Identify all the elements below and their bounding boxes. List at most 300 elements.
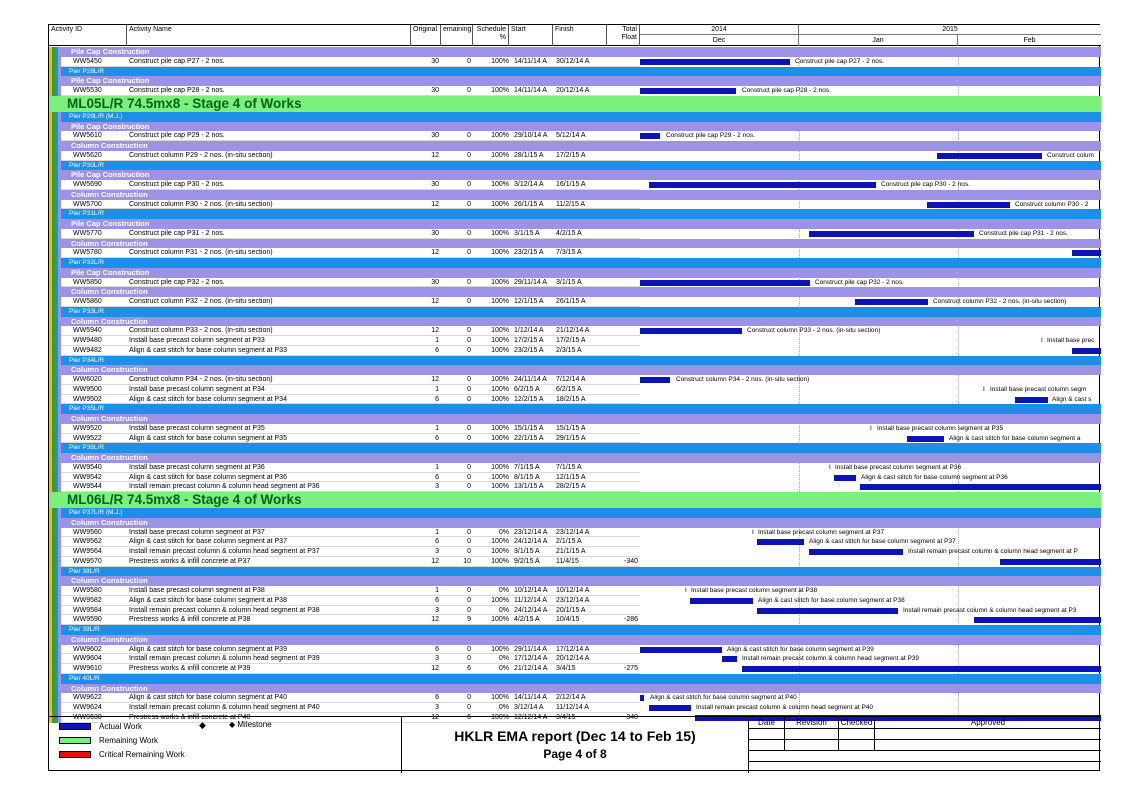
- finish-date: 15/1/15 A: [556, 424, 586, 432]
- actual-work-bar[interactable]: [722, 656, 737, 662]
- remaining-duration: 0: [467, 249, 471, 257]
- activity-id: WW9582: [73, 596, 102, 604]
- level-bar: [49, 463, 62, 473]
- schedule-pct: 100%: [491, 645, 509, 653]
- schedule-pct: 100%: [491, 596, 509, 604]
- bar-label: Construct column P34 - 2 nos. (in-situ section): [676, 376, 810, 383]
- activity-row[interactable]: [49, 596, 1101, 606]
- activity-row[interactable]: [49, 557, 1101, 567]
- schedule-pct: 100%: [491, 337, 509, 344]
- legend-remaining-label: Remaining Work: [99, 736, 158, 745]
- activity-row[interactable]: [49, 645, 1101, 655]
- activity-row[interactable]: [49, 606, 1101, 616]
- remaining-duration: 0: [467, 298, 471, 305]
- actual-work-bar[interactable]: [640, 377, 670, 383]
- activity-row[interactable]: [49, 547, 1101, 557]
- activity-row[interactable]: [49, 180, 1101, 190]
- work-group-header[interactable]: [49, 684, 1101, 694]
- finish-date: 11/4/15: [556, 557, 579, 565]
- activity-name: Construct column P30 - 2 nos. (in-situ section): [129, 200, 273, 208]
- level-bar: [49, 151, 62, 161]
- work-group-header[interactable]: [49, 518, 1101, 528]
- actual-work-bar[interactable]: [937, 153, 1042, 159]
- finish-date: 10/4/15: [556, 616, 580, 624]
- level-bar: [49, 654, 62, 664]
- start-date: 29/10/14 A: [514, 132, 548, 140]
- schedule-pct: 0%: [498, 606, 509, 614]
- activity-id: WW5780: [73, 249, 102, 257]
- bar-label: Install base prec: [1047, 337, 1095, 344]
- original-duration: 1: [435, 528, 439, 536]
- actual-work-bar[interactable]: [742, 666, 1101, 672]
- legend-milestone: [229, 720, 272, 730]
- start-date: 12/1/15 A: [514, 298, 544, 305]
- activity-row[interactable]: [49, 693, 1101, 703]
- work-group-header[interactable]: [49, 317, 1101, 327]
- schedule-pct: 100%: [491, 463, 509, 471]
- activity-name: Align & cast stitch for base column segment at P40: [129, 694, 287, 702]
- group-title: Pier P30L/R: [69, 161, 105, 169]
- activity-row[interactable]: [49, 326, 1101, 336]
- group-title: Pier P28L/R: [69, 67, 105, 75]
- activity-row[interactable]: [49, 297, 1101, 307]
- group-title: Column Construction: [71, 365, 148, 375]
- total-float: -275: [623, 665, 638, 672]
- level-bar: [49, 131, 62, 141]
- level-bar: [49, 528, 62, 538]
- level-bar: [49, 518, 62, 528]
- bar-label: Construct pile cap P29 - 2 nos.: [666, 132, 755, 140]
- original-duration: 1: [435, 337, 439, 344]
- finish-date: 3/1/15 A: [556, 278, 582, 286]
- activity-id: WW9522: [73, 434, 102, 442]
- activity-row[interactable]: [49, 664, 1101, 674]
- bar-label: Install remain precast column & column head segment at P39: [742, 655, 920, 663]
- rev-checked-header: Checked: [839, 717, 875, 729]
- bar-label: Construct pile cap P32 - 2 nos.: [815, 278, 904, 286]
- timescale: [640, 25, 1101, 46]
- actual-work-bar[interactable]: [640, 695, 644, 701]
- wbs-heading-title: ML05L/R 74.5mx8 - Stage 4 of Works: [67, 95, 302, 111]
- level-bar: [49, 693, 62, 703]
- finish-date: 3/4/15: [556, 665, 576, 672]
- original-duration: 12: [431, 616, 439, 624]
- year-2015: 2015: [799, 25, 1101, 35]
- activity-id: WW9630: [73, 713, 102, 721]
- work-group-header[interactable]: [49, 76, 1101, 86]
- actual-work-bar[interactable]: [649, 182, 876, 188]
- remaining-duration: 0: [467, 548, 471, 555]
- total-float: -340: [623, 713, 638, 721]
- level-bar: [49, 576, 62, 586]
- pier-group-header[interactable]: [49, 209, 1101, 219]
- activity-row[interactable]: [49, 278, 1101, 288]
- original-duration: 6: [435, 434, 439, 442]
- pier-group-header[interactable]: [49, 404, 1101, 414]
- actual-work-bar[interactable]: [907, 436, 944, 442]
- actual-work-bar[interactable]: [809, 549, 903, 555]
- actual-work-bar[interactable]: [1072, 250, 1101, 256]
- actual-work-bar[interactable]: [974, 617, 1101, 623]
- group-title: Pier P29L/R (M.J.): [69, 112, 123, 120]
- work-group-header[interactable]: [49, 414, 1101, 424]
- activity-row[interactable]: [49, 654, 1101, 664]
- activity-rows: [49, 47, 1101, 721]
- work-group-header[interactable]: [49, 141, 1101, 151]
- original-duration: 30: [431, 57, 439, 65]
- remaining-duration: 0: [467, 87, 471, 94]
- finish-date: 20/12/14 A: [556, 655, 590, 663]
- work-group-header[interactable]: [49, 219, 1101, 229]
- remaining-duration: 0: [467, 278, 471, 286]
- activity-row[interactable]: [49, 615, 1101, 625]
- start-date: 8/1/15 A: [514, 473, 540, 481]
- pier-group-header[interactable]: [49, 161, 1101, 171]
- level-bar: [49, 141, 62, 151]
- activity-name: Install base precast column segment at P38: [129, 587, 265, 594]
- finish-date: 21/1/15 A: [556, 548, 586, 555]
- header-activity-id[interactable]: Activity ID: [49, 25, 127, 46]
- bar-label: Construct column P30 - 2: [1015, 200, 1089, 208]
- actual-work-bar[interactable]: [757, 608, 898, 614]
- schedule-pct: 100%: [491, 557, 509, 565]
- level-bar: [49, 586, 62, 596]
- year-2014: 2014: [640, 25, 799, 35]
- header-finish[interactable]: Finish: [553, 25, 607, 46]
- finish-date: 2/3/15 A: [556, 346, 582, 354]
- start-date: 29/11/14 A: [514, 645, 547, 653]
- activity-name: Align & cast stitch for base column segment at P38: [129, 596, 287, 604]
- start-tick-icon: I: [1041, 337, 1043, 344]
- diamond-icon: ◆: [199, 720, 206, 730]
- work-group-header[interactable]: [49, 47, 1101, 57]
- header-total-float[interactable]: [607, 25, 640, 46]
- remaining-duration: 0: [467, 151, 471, 159]
- start-date: 14/11/14 A: [514, 694, 547, 702]
- actual-work-bar[interactable]: [690, 598, 753, 604]
- activity-row[interactable]: [49, 424, 1101, 434]
- activity-name: Install base precast column segment at P34: [129, 385, 265, 393]
- actual-work-bar[interactable]: [860, 484, 1101, 490]
- level-bar: [49, 365, 62, 375]
- actual-work-bar[interactable]: [649, 705, 691, 711]
- remaining-duration: 10: [463, 557, 471, 565]
- group-title: Pier P36L/R: [69, 444, 105, 452]
- activity-id: WW9500: [73, 385, 102, 393]
- work-group-header[interactable]: [49, 635, 1101, 645]
- bar-label: Install base precast column segm: [990, 385, 1087, 393]
- rev-cell: [749, 729, 785, 740]
- level-bar: [49, 567, 62, 577]
- activity-row[interactable]: [49, 528, 1101, 538]
- finish-date: 4/2/15 A: [556, 229, 582, 237]
- group-title: Pier P35L/R: [69, 405, 105, 413]
- work-group-header[interactable]: [49, 170, 1101, 180]
- remaining-duration: 0: [467, 473, 471, 481]
- actual-work-bar[interactable]: [757, 539, 804, 545]
- schedule-pct: 100%: [491, 385, 509, 393]
- original-duration: 1: [435, 587, 439, 594]
- activity-id: WW9610: [73, 665, 102, 672]
- pier-group-header[interactable]: [49, 356, 1101, 366]
- bar-label: Install base precast column segment at P35: [877, 424, 1004, 432]
- bar-label: Align & cast stitch for base column segment at P38: [758, 596, 905, 604]
- column-header: [49, 25, 1101, 46]
- schedule-pct: 0%: [498, 655, 509, 663]
- group-title: Column Construction: [71, 316, 148, 326]
- schedule-pct: 100%: [491, 87, 509, 94]
- remaining-duration: 0: [467, 704, 471, 711]
- level-bar: [49, 537, 62, 547]
- activity-id: WW9624: [73, 704, 102, 711]
- start-date: 29/11/14 A: [514, 278, 547, 286]
- level-bar: [49, 278, 62, 288]
- activity-row[interactable]: [49, 336, 1101, 346]
- activity-row[interactable]: [49, 57, 1101, 67]
- finish-date: 12/1/15 A: [556, 473, 586, 481]
- remaining-duration: 0: [467, 200, 471, 208]
- level-bar: [49, 385, 62, 395]
- group-title: Pier 40L/R: [69, 674, 100, 682]
- finish-date: 23/12/14 A: [556, 596, 590, 604]
- rev-cell: [749, 740, 785, 751]
- remaining-duration: 0: [467, 655, 471, 663]
- schedule-pct: 0%: [498, 528, 509, 536]
- header-remaining-duration[interactable]: emaining: [441, 25, 473, 46]
- start-tick-icon: I: [870, 424, 872, 432]
- start-date: 26/1/15 A: [514, 200, 544, 208]
- legend-critical-swatch: [59, 751, 91, 758]
- original-duration: 6: [435, 473, 439, 481]
- pier-group-header[interactable]: [49, 625, 1101, 635]
- actual-work-bar[interactable]: [640, 328, 742, 334]
- level-bar: [49, 180, 62, 190]
- work-group-header[interactable]: [49, 365, 1101, 375]
- finish-date: 28/2/15 A: [556, 483, 586, 491]
- pier-group-header[interactable]: [49, 307, 1101, 317]
- work-group-header[interactable]: [49, 453, 1101, 463]
- activity-name: Construct pile cap P27 - 2 nos.: [129, 57, 225, 65]
- legend-actual-label: Actual Work: [99, 722, 142, 731]
- activity-row[interactable]: [49, 586, 1101, 596]
- actual-work-bar[interactable]: [1015, 397, 1048, 403]
- activity-row[interactable]: [49, 346, 1101, 356]
- start-date: 7/1/15 A: [514, 463, 540, 471]
- schedule-pct: 100%: [491, 548, 509, 555]
- original-duration: 3: [435, 606, 439, 614]
- activity-row[interactable]: [49, 151, 1101, 161]
- level-bar: [49, 703, 62, 713]
- activity-row[interactable]: [49, 131, 1101, 141]
- finish-date: 5/12/14 A: [556, 132, 586, 140]
- level-bar: [49, 684, 62, 694]
- schedule-pct: 100%: [491, 229, 509, 237]
- original-duration: 12: [431, 665, 439, 672]
- finish-date: 16/1/15 A: [556, 181, 586, 188]
- schedule-pct: 100%: [491, 616, 509, 624]
- original-duration: 12: [431, 327, 439, 335]
- activity-row[interactable]: [49, 482, 1101, 492]
- activity-row[interactable]: [49, 86, 1101, 96]
- remaining-duration: 0: [467, 385, 471, 393]
- activity-row[interactable]: [49, 537, 1101, 547]
- remaining-duration: 0: [467, 57, 471, 65]
- original-duration: 6: [435, 694, 439, 702]
- pier-group-header[interactable]: [49, 112, 1101, 122]
- level-bar: [49, 219, 62, 229]
- activity-row[interactable]: [49, 385, 1101, 395]
- start-date: 24/11/14 A: [514, 376, 547, 383]
- original-duration: 6: [435, 538, 439, 546]
- start-date: 1/12/14 A: [514, 327, 544, 335]
- actual-work-bar[interactable]: [1072, 348, 1101, 354]
- level-bar: [49, 112, 62, 122]
- start-date: 12/12/14 A: [514, 713, 548, 721]
- activity-id: WW9590: [73, 616, 102, 624]
- activity-row[interactable]: [49, 395, 1101, 405]
- remaining-duration: 0: [467, 528, 471, 536]
- group-title: Pier P34L/R: [69, 356, 105, 364]
- schedule-pct: 100%: [491, 181, 509, 188]
- pier-group-header[interactable]: [49, 567, 1101, 577]
- finish-date: 7/12/14 A: [556, 376, 586, 383]
- activity-id: WW9544: [73, 483, 102, 491]
- original-duration: 6: [435, 395, 439, 403]
- actual-work-bar[interactable]: [855, 299, 928, 305]
- pier-group-header[interactable]: [49, 508, 1101, 518]
- activity-row[interactable]: [49, 473, 1101, 483]
- pier-group-header[interactable]: [49, 258, 1101, 268]
- level-bar: [49, 161, 62, 171]
- level-bar: [49, 635, 62, 645]
- group-title: Pier 39L/R: [69, 626, 100, 633]
- actual-work-bar[interactable]: [640, 88, 736, 94]
- remaining-duration: 0: [467, 463, 471, 471]
- original-duration: 30: [431, 87, 439, 94]
- schedule-pct: 100%: [491, 151, 509, 159]
- actual-work-bar[interactable]: [640, 59, 790, 65]
- actual-work-bar[interactable]: [640, 647, 722, 653]
- finish-date: 17/2/15 A: [556, 337, 586, 344]
- actual-work-bar[interactable]: [640, 280, 810, 286]
- activity-row[interactable]: [49, 463, 1101, 473]
- legend-critical-label: Critical Remaining Work: [99, 750, 185, 759]
- activity-id: WW9580: [73, 587, 102, 594]
- work-group-header[interactable]: [49, 576, 1101, 586]
- level-bar: [49, 57, 62, 67]
- actual-work-bar[interactable]: [1000, 559, 1101, 565]
- group-title: Pile Cap Construction: [71, 76, 150, 86]
- schedule-pct: 100%: [491, 694, 509, 702]
- activity-row[interactable]: [49, 434, 1101, 444]
- activity-id: WW5860: [73, 298, 102, 305]
- work-group-header[interactable]: [49, 122, 1101, 132]
- level-bar: [49, 424, 62, 434]
- activity-name: Install remain precast column & column head segment at P36: [129, 483, 320, 491]
- bar-label: Construct colum: [1047, 151, 1094, 159]
- level-bar: [49, 508, 62, 518]
- schedule-pct: 100%: [491, 434, 509, 442]
- work-group-header[interactable]: [49, 287, 1101, 297]
- activity-name: Construct pile cap P30 - 2 nos.: [129, 181, 225, 188]
- bar-label: Construct column P33 - 2 nos. (in-situ section): [747, 327, 881, 335]
- finish-date: 21/12/14 A: [556, 327, 590, 335]
- activity-id: WW5850: [73, 278, 102, 286]
- actual-work-bar[interactable]: [809, 231, 974, 237]
- level-bar: [49, 200, 62, 210]
- activity-name: Construct column P31 - 2 nos. (in-situ section): [129, 249, 273, 257]
- group-title: Column Construction: [71, 453, 148, 462]
- schedule-pct: 100%: [491, 298, 509, 305]
- bar-label: Align & cast stitch for base column segment at P40: [650, 694, 797, 702]
- activity-row[interactable]: [49, 375, 1101, 385]
- rev-cell: [875, 729, 1101, 740]
- actual-work-bar[interactable]: [640, 133, 660, 139]
- activity-row[interactable]: [49, 200, 1101, 210]
- original-duration: 6: [435, 596, 439, 604]
- work-group-header[interactable]: [49, 268, 1101, 278]
- activity-name: Construct column P34 - 2 nos. (in-situ section): [129, 376, 273, 383]
- start-date: 23/12/14 A: [514, 528, 548, 536]
- activity-name: Prestress works & infill concrete at P40: [129, 713, 251, 721]
- remaining-duration: 0: [467, 132, 471, 140]
- original-duration: 3: [435, 704, 439, 711]
- activity-name: Prestress works & infill concrete at P39: [129, 665, 251, 672]
- header-start[interactable]: Start: [509, 25, 553, 46]
- bar-label: Align & cast stitch for base column segment at P36: [861, 473, 1008, 481]
- pier-group-header[interactable]: [49, 674, 1101, 684]
- activity-row[interactable]: [49, 248, 1101, 258]
- header-original-duration[interactable]: Original: [411, 25, 441, 46]
- milestone-diamond-icon: ◆: [229, 720, 238, 729]
- pier-group-header[interactable]: [49, 443, 1101, 453]
- header-activity-name[interactable]: Activity Name: [127, 25, 411, 46]
- schedule-pct: 100%: [491, 132, 509, 140]
- level-bar: [49, 336, 62, 346]
- wbs-heading-title: ML06L/R 74.5mx8 - Stage 4 of Works: [67, 492, 302, 507]
- work-group-header[interactable]: [49, 239, 1101, 249]
- level-bar: [49, 547, 62, 557]
- bar-label: Align & cast stitch for base column segment at P39: [727, 645, 874, 653]
- activity-row[interactable]: [49, 229, 1101, 239]
- original-duration: 6: [435, 645, 439, 653]
- original-duration: 30: [431, 278, 439, 286]
- activity-id: WW9560: [73, 528, 102, 536]
- level-bar: [49, 434, 62, 444]
- level-bar: [49, 248, 62, 258]
- remaining-duration: 0: [467, 337, 471, 344]
- start-tick-icon: I: [983, 385, 985, 393]
- schedule-pct: 100%: [491, 278, 509, 286]
- header-schedule-pct[interactable]: [473, 25, 509, 46]
- level-bar: [49, 229, 62, 239]
- activity-id: WW5530: [73, 87, 102, 94]
- finish-date: 7/3/15 A: [556, 249, 582, 257]
- activity-row[interactable]: [49, 703, 1101, 713]
- pier-group-header[interactable]: [49, 67, 1101, 77]
- schedule-pct: 0%: [498, 587, 509, 594]
- actual-work-bar[interactable]: [834, 475, 856, 481]
- group-title: Column Construction: [71, 414, 148, 423]
- group-title: Pier P33L/R: [69, 307, 105, 315]
- actual-work-bar[interactable]: [927, 202, 1010, 208]
- work-group-header[interactable]: [49, 190, 1101, 200]
- month-dec: Dec: [640, 35, 799, 46]
- report-title: HKLR EMA report (Dec 14 to Feb 15): [454, 728, 696, 744]
- activity-id: WW9540: [73, 463, 102, 471]
- level-bar: [49, 482, 62, 492]
- level-bar: [49, 356, 62, 366]
